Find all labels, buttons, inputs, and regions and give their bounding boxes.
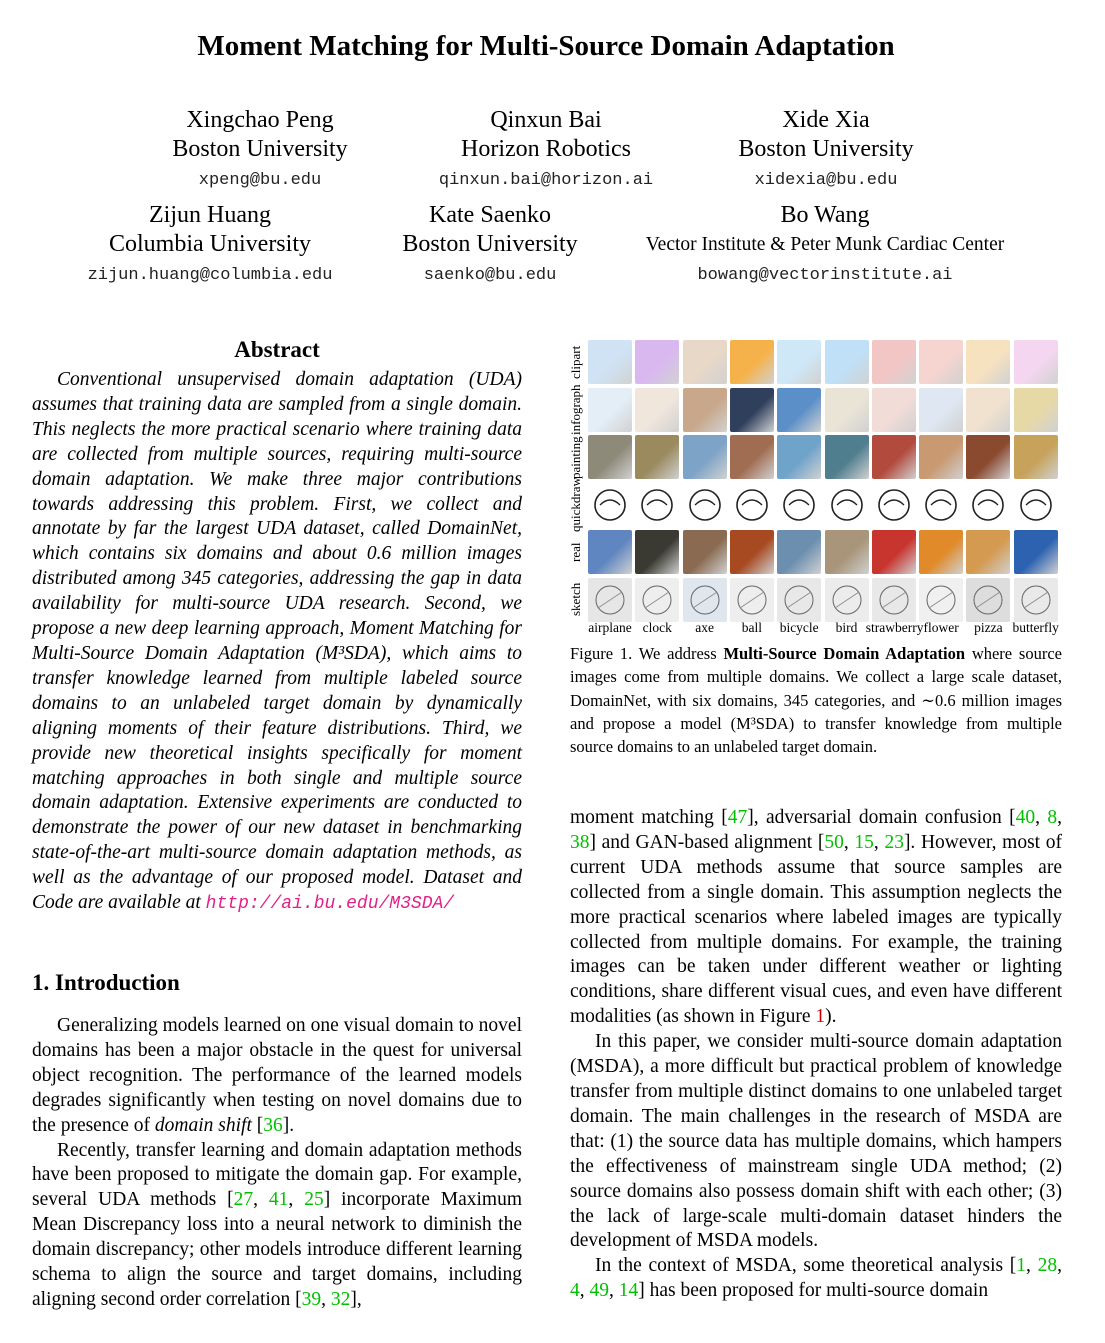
citation-link[interactable]: 25: [304, 1189, 324, 1211]
thumbnail-painting-flower: [919, 435, 963, 479]
category-label-bird: bird: [835, 620, 858, 635]
author-email: zijun.huang@columbia.edu: [87, 266, 333, 285]
citation-link[interactable]: 38: [570, 831, 590, 853]
author-email: xpeng@bu.edu: [198, 171, 322, 190]
thumbnail-real-bird: [825, 530, 869, 574]
row-label-text: sketch: [568, 582, 583, 616]
row-label-text: infograph: [568, 384, 583, 435]
text: ],: [350, 1288, 362, 1310]
thumbnail-sketch-butterfly: [1014, 578, 1058, 622]
author-2: [406, 106, 686, 198]
category-label-pizza: pizza: [974, 620, 1003, 635]
category-label-strawberry: strawberry: [865, 620, 924, 635]
citation-link[interactable]: 32: [330, 1288, 351, 1310]
thumbnail-clipart-strawberry: [872, 340, 916, 384]
author-name: Bo Wang: [780, 202, 870, 228]
thumbnail-real-bicycle: [777, 530, 821, 574]
author-3: [706, 106, 946, 198]
figure-caption: [570, 642, 1062, 758]
caption-emphasis: Multi-Source Domain Adaptation: [723, 644, 966, 663]
thumbnail-clipart-pizza: [966, 340, 1010, 384]
author-4: [60, 201, 360, 293]
citation-link[interactable]: 1: [1016, 1255, 1027, 1277]
citation-link[interactable]: 8: [1047, 807, 1058, 828]
text: ] has been proposed for multi-source domain: [638, 1280, 989, 1302]
thumbnail-sketch-strawberry: [872, 578, 916, 622]
text: [: [251, 1114, 264, 1136]
paragraph: In the context of MSDA, some theoretical analysis [1, 28, 4, 49, 14] has been proposed for multi-source domain: [570, 1255, 1062, 1302]
thumbnail-clipart-clock: [635, 340, 679, 384]
category-label-flower: flower: [923, 620, 959, 635]
thumbnail-infograph-axe: [683, 388, 727, 432]
paragraph: Recently, transfer learning and domain adaptation methods have been proposed to mitigate the domain gap. For example, several UDA methods [27, 41, 25] incorporate Maximum Mean Discrepancy loss into a neural network to diminish the domain discrepancy; other models introduce different learning schema to align the source and target domains, including aligning second order correlation [39, 32],: [32, 1139, 523, 1310]
author-email: saenko@bu.edu: [423, 266, 557, 285]
row-label-infograph: [568, 384, 584, 435]
thumbnail-clipart-flower: [919, 340, 963, 384]
text: ] incorporate Maximum Mean Discrepancy loss into a neural network to diminish the domain discrepancy; other models introduce different learning schema to align the source and target domains, including aligning second order correlation [: [32, 1189, 523, 1310]
author-email: qinxun.bai@horizon.ai: [438, 171, 654, 190]
text: In the context of MSDA, some theoretical analysis [: [595, 1255, 1017, 1277]
text: ] and GAN-based alignment [: [589, 831, 825, 853]
category-label-axe: axe: [695, 620, 714, 635]
thumbnail-painting-butterfly: [1014, 435, 1058, 479]
thumbnail-real-ball: [730, 530, 774, 574]
paragraph: [32, 1014, 522, 1139]
row-label-text: clipart: [568, 345, 583, 379]
abstract-body: [32, 368, 522, 917]
citation-link[interactable]: 15: [854, 831, 874, 853]
thumbnail-real-clock: [635, 530, 679, 574]
author-affiliation: Boston University: [172, 136, 348, 162]
author-6: [620, 201, 1030, 293]
author-affiliation: Vector Institute & Peter Munk Cardiac Center: [645, 234, 1005, 255]
category-label-clock: clock: [642, 620, 672, 635]
thumbnail-painting-airplane: [588, 435, 632, 479]
citation-link[interactable]: 49: [589, 1280, 609, 1302]
thumbnail-infograph-butterfly: [1014, 388, 1058, 432]
thumbnail-clipart-axe: [683, 340, 727, 384]
text: ], adversarial domain confusion [: [747, 807, 1016, 828]
thumbnail-clipart-butterfly: [1014, 340, 1058, 384]
right-column-body: [570, 806, 1062, 1304]
author-affiliation: Boston University: [738, 136, 914, 162]
thumbnail-clipart-airplane: [588, 340, 632, 384]
abstract-heading: Abstract: [234, 337, 320, 362]
row-label-text: real: [568, 542, 583, 562]
row-label-sketch: [568, 578, 584, 622]
citation-link[interactable]: 39: [301, 1288, 322, 1310]
citation-link[interactable]: 23: [884, 831, 904, 853]
text: ).: [825, 1006, 837, 1028]
thumbnail-sketch-pizza: [966, 578, 1010, 622]
thumbnail-infograph-clock: [635, 388, 679, 432]
text: moment matching [: [570, 807, 728, 828]
thumbnail-real-pizza: [966, 530, 1010, 574]
author-1: [140, 106, 380, 198]
row-label-clipart: [568, 340, 584, 384]
citation-link[interactable]: 41: [268, 1189, 289, 1211]
thumbnail-quickdraw-bird: [825, 483, 869, 527]
figure-domainnet-grid: [568, 340, 1066, 638]
dataset-link[interactable]: http://ai.bu.edu/M3SDA/: [205, 894, 455, 915]
thumbnail-quickdraw-flower: [919, 483, 963, 527]
citation-link[interactable]: 14: [618, 1280, 639, 1302]
thumbnail-infograph-strawberry: [872, 388, 916, 432]
row-label-real: [568, 530, 584, 574]
text: Generalizing models learned on one visual domain to novel domains has been a major obstacle in the quest for universal object recognition. The performance of the learned models degrades significantly when testing on novel domains due to the presence of: [32, 1015, 522, 1136]
paragraph: In this paper, we consider multi-source domain adaptation (MSDA), a more difficult but practical problem of knowledge transfer from multiple distinct domains to one unlabeled target domain. The main challenges in the research of MSDA are that: (1) the source data has multiple domains, which hampers the effectiveness of mainstream single UDA method; (2) source domains also possess domain shift with each other; (3) the lack of large-scale multi-domain dataset hinders the development of MSDA models.: [570, 1031, 1062, 1252]
thumbnail-sketch-clock: [635, 578, 679, 622]
thumbnail-painting-bird: [825, 435, 869, 479]
paper-title: Moment Matching for Multi-Source Domain Adaptation: [197, 30, 895, 62]
author-affiliation: Boston University: [402, 231, 578, 257]
text: where source images come from multiple domains. We collect a large scale dataset, DomainNet, with six domains, 345 categories, and ∼0.6 million images and propose a model (M³SDA) to transfer knowledge from multiple source domains to an unlabeled target domain.: [570, 644, 1062, 757]
thumbnail-quickdraw-strawberry: [872, 483, 916, 527]
row-label-text: painting: [568, 435, 583, 479]
thumbnail-real-butterfly: [1014, 530, 1058, 574]
thumbnail-quickdraw-butterfly: [1014, 483, 1058, 527]
thumbnail-sketch-flower: [919, 578, 963, 622]
category-label-airplane: airplane: [588, 620, 632, 635]
row-label-quickdraw: [568, 477, 584, 532]
author-name: Xide Xia: [782, 107, 870, 133]
text: ].: [282, 1114, 295, 1136]
citation-link[interactable]: 27: [233, 1189, 254, 1211]
thumbnail-painting-ball: [730, 435, 774, 479]
thumbnail-quickdraw-ball: [730, 483, 774, 527]
citation-link[interactable]: 47: [727, 807, 748, 828]
figure-reference-link[interactable]: 1: [815, 1006, 826, 1028]
citation-link[interactable]: 50: [824, 831, 844, 853]
emphasis: domain shift: [154, 1114, 252, 1136]
thumbnail-quickdraw-axe: [683, 483, 727, 527]
row-label-painting: [568, 435, 584, 479]
thumbnail-quickdraw-clock: [635, 483, 679, 527]
author-name: Kate Saenko: [429, 202, 551, 228]
thumbnail-real-strawberry: [872, 530, 916, 574]
author-name: Zijun Huang: [149, 202, 271, 228]
thumbnail-infograph-bicycle: [777, 388, 821, 432]
author-5: [380, 201, 600, 293]
thumbnail-clipart-bird: [825, 340, 869, 384]
citation-link[interactable]: 40: [1015, 807, 1036, 828]
thumbnail-real-axe: [683, 530, 727, 574]
category-label-butterfly: butterfly: [1012, 620, 1059, 635]
author-email: bowang@vectorinstitute.ai: [697, 266, 953, 285]
thumbnail-infograph-bird: [825, 388, 869, 432]
thumbnail-painting-axe: [683, 435, 727, 479]
thumbnail-real-airplane: [588, 530, 632, 574]
author-affiliation: Horizon Robotics: [461, 136, 631, 162]
abstract-text: Conventional unsupervised domain adaptation (UDA) assumes that training data are sampled from a single domain. This neglects the more practical scenario where training data are collected from multiple sources, requiring multi-source domain adaptation. We make three major contributions towards addressing this problem. First, we collect and annotate by far the largest UDA dataset, called DomainNet, which contains six domains and about 0.6 million images distributed among 345 categories, addressing the gap in data availability for multi-source UDA research. Second, we propose a new deep learning approach, Moment Matching for Multi-Source Domain Adaptation (M³SDA), which aims to transfer knowledge learned from multiple labeled source domains to an unlabeled target domain by dynamically aligning moments of their feature distributions. Third, we provide new theoretical insights specifically for moment matching approaches in both single and multiple source domain adaptation. Extensive experiments are conducted to demonstrate the power of our new dataset in benchmarking state-of-the-art multi-source domain adaptation methods, as well as the advantage of our proposed model. Dataset and Code are available at: [32, 369, 522, 914]
thumbnail-clipart-ball: [730, 340, 774, 384]
category-label-bicycle: bicycle: [779, 620, 819, 635]
paragraph: moment matching [47], adversarial domain confusion [40, 8, 38] and GAN-based alignment [50, 15, 23]. However, most of current UDA methods assume that source samples are collected from a single domain. This assumption neglects the more practical scenarios where labeled images are typically collected from multiple domains. For example, the training images can be taken under different weather or lighting conditions, share different visual cues, and even have different modalities (as shown in Figure 1).: [570, 807, 1062, 1028]
category-label-ball: ball: [741, 620, 763, 635]
thumbnail-infograph-airplane: [588, 388, 632, 432]
author-email: xidexia@bu.edu: [754, 171, 898, 190]
thumbnail-infograph-pizza: [966, 388, 1010, 432]
thumbnail-sketch-bicycle: [777, 578, 821, 622]
thumbnail-clipart-bicycle: [777, 340, 821, 384]
citation-link[interactable]: 4: [570, 1280, 580, 1302]
citation-link[interactable]: 28: [1037, 1255, 1058, 1277]
thumbnail-quickdraw-pizza: [966, 483, 1010, 527]
thumbnail-painting-bicycle: [777, 435, 821, 479]
thumbnail-sketch-ball: [730, 578, 774, 622]
text: ]. However, most of current UDA methods assume that source samples are collected from a single domain. This assumption neglects the more practical scenarios where labeled images are typically collected from multiple domains. For example, the training images can be taken under different weather or lighting conditions, share different visual cues, and even have different modalities (as shown in Figure: [570, 831, 1062, 1028]
thumbnail-real-flower: [919, 530, 963, 574]
introduction-body: [32, 1014, 522, 1313]
thumbnail-quickdraw-airplane: [588, 483, 632, 527]
author-name: Xingchao Peng: [186, 107, 334, 133]
thumbnail-infograph-flower: [919, 388, 963, 432]
citation-link[interactable]: 36: [263, 1114, 283, 1136]
thumbnail-infograph-ball: [730, 388, 774, 432]
text: Figure 1. We address: [570, 644, 724, 663]
thumbnail-quickdraw-bicycle: [777, 483, 821, 527]
thumbnail-sketch-axe: [683, 578, 727, 622]
author-affiliation: Columbia University: [109, 231, 311, 257]
thumbnail-painting-strawberry: [872, 435, 916, 479]
thumbnail-painting-pizza: [966, 435, 1010, 479]
text: Recently, transfer learning and domain adaptation methods have been proposed to mitigate the domain gap. For example, several UDA methods [: [32, 1139, 522, 1211]
thumbnail-painting-clock: [635, 435, 679, 479]
thumbnail-sketch-bird: [825, 578, 869, 622]
section-heading-introduction: 1. Introduction: [32, 970, 180, 995]
thumbnail-sketch-airplane: [588, 578, 632, 622]
author-name: Qinxun Bai: [490, 107, 602, 133]
row-label-text: quickdraw: [568, 477, 583, 532]
